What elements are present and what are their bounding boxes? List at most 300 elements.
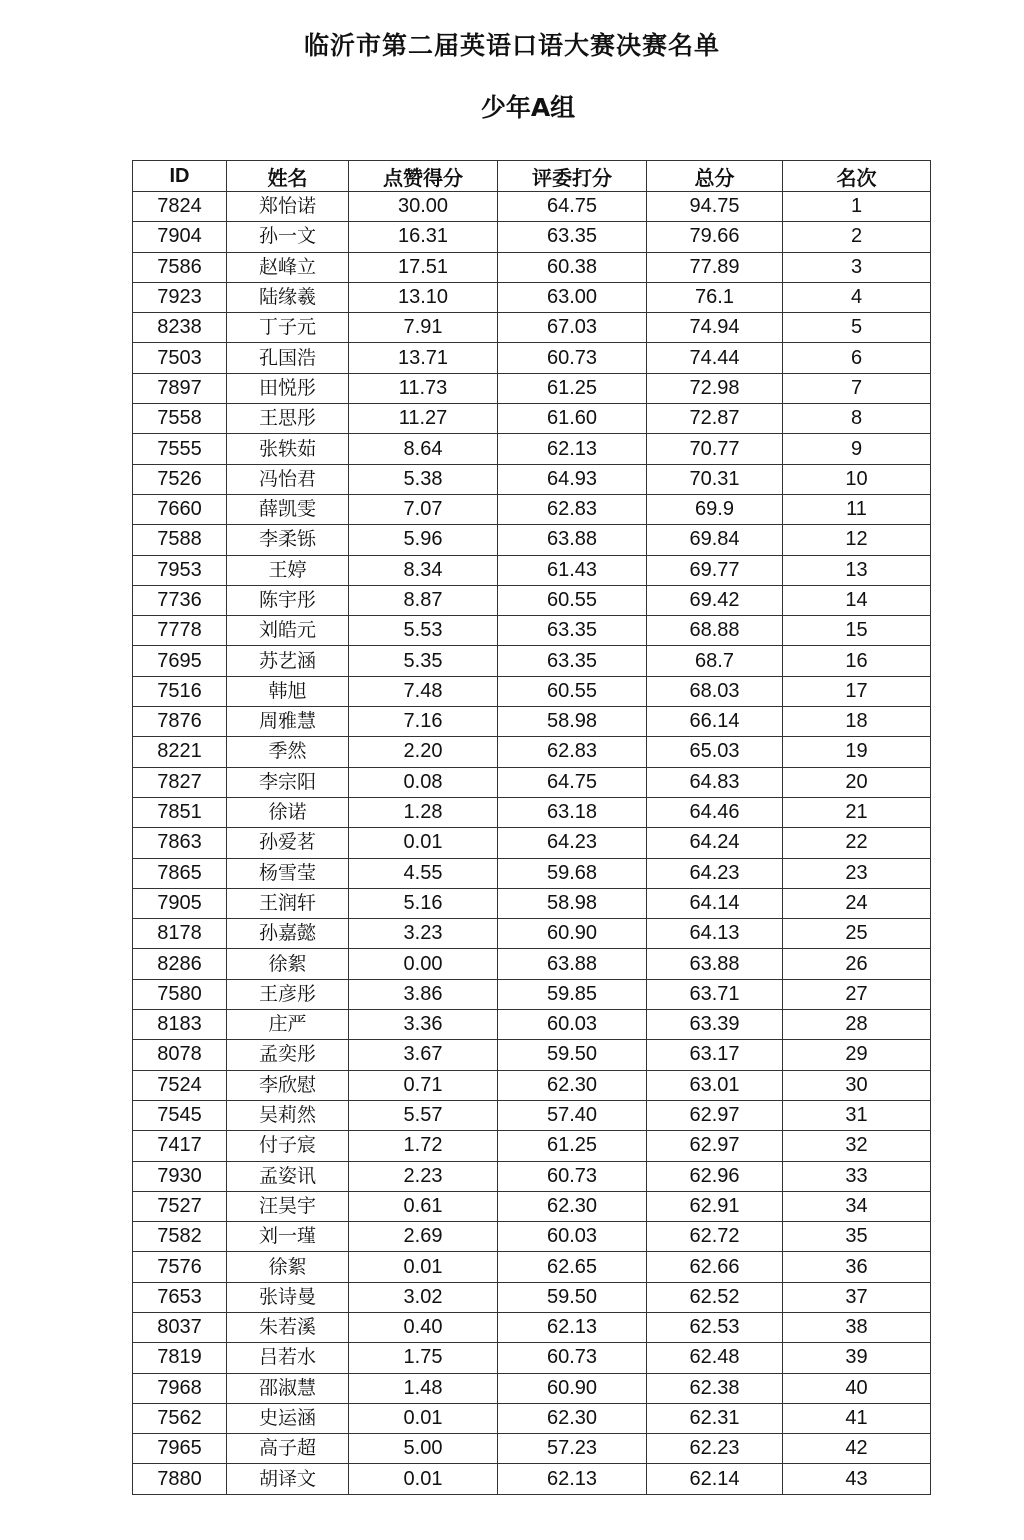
cell-id: 8238 [133,313,227,343]
cell-total-score: 65.03 [647,737,783,767]
cell-id: 7582 [133,1222,227,1252]
cell-rank: 11 [783,494,931,524]
cell-id: 7516 [133,676,227,706]
cell-judge-score: 62.83 [498,494,647,524]
cell-judge-score: 63.00 [498,282,647,312]
table-row [133,282,931,312]
cell-total-score: 94.75 [647,192,783,222]
cell-total-score: 69.9 [647,494,783,524]
cell-judge-score: 62.65 [498,1252,647,1282]
cell-id: 7819 [133,1343,227,1373]
cell-id: 7965 [133,1434,227,1464]
cell-judge-score: 63.35 [498,646,647,676]
cell-like-score: 0.01 [349,1464,498,1494]
cell-total-score: 74.44 [647,343,783,373]
cell-rank: 38 [783,1312,931,1342]
cell-name: 朱若溪 [227,1312,349,1342]
cell-total-score: 63.39 [647,1010,783,1040]
cell-rank: 28 [783,1010,931,1040]
cell-id: 8221 [133,737,227,767]
cell-like-score: 8.64 [349,434,498,464]
cell-rank: 13 [783,555,931,585]
cell-rank: 19 [783,737,931,767]
cell-judge-score: 59.50 [498,1040,647,1070]
cell-rank: 14 [783,585,931,615]
cell-like-score: 2.20 [349,737,498,767]
cell-id: 7586 [133,252,227,282]
cell-like-score: 3.23 [349,919,498,949]
cell-judge-score: 62.30 [498,1070,647,1100]
cell-judge-score: 63.35 [498,616,647,646]
cell-total-score: 62.91 [647,1191,783,1221]
cell-id: 7851 [133,797,227,827]
cell-rank: 31 [783,1100,931,1130]
cell-rank: 5 [783,313,931,343]
cell-like-score: 5.57 [349,1100,498,1130]
cell-id: 7863 [133,828,227,858]
cell-name: 汪昊宇 [227,1191,349,1221]
cell-id: 7562 [133,1403,227,1433]
cell-name: 史运涵 [227,1403,349,1433]
cell-total-score: 62.66 [647,1252,783,1282]
cell-rank: 37 [783,1282,931,1312]
cell-total-score: 70.31 [647,464,783,494]
cell-name: 刘一瑾 [227,1222,349,1252]
cell-total-score: 64.23 [647,858,783,888]
cell-total-score: 62.23 [647,1434,783,1464]
cell-id: 7736 [133,585,227,615]
cell-rank: 3 [783,252,931,282]
cell-id: 7824 [133,192,227,222]
table-row [133,1403,931,1433]
cell-id: 7923 [133,282,227,312]
cell-name: 徐絮 [227,1252,349,1282]
cell-like-score: 5.16 [349,888,498,918]
table-row [133,707,931,737]
cell-like-score: 1.48 [349,1373,498,1403]
cell-total-score: 68.7 [647,646,783,676]
cell-rank: 20 [783,767,931,797]
cell-like-score: 0.01 [349,1403,498,1433]
cell-rank: 42 [783,1434,931,1464]
header-id: ID [133,161,227,192]
cell-id: 8037 [133,1312,227,1342]
cell-id: 7555 [133,434,227,464]
cell-like-score: 0.40 [349,1312,498,1342]
cell-rank: 23 [783,858,931,888]
cell-name: 吕若水 [227,1343,349,1373]
header-total-score: 总分 [647,161,783,192]
cell-total-score: 69.42 [647,585,783,615]
cell-judge-score: 61.60 [498,404,647,434]
cell-like-score: 8.34 [349,555,498,585]
cell-judge-score: 60.03 [498,1010,647,1040]
cell-judge-score: 61.25 [498,373,647,403]
cell-id: 7558 [133,404,227,434]
cell-id: 7904 [133,222,227,252]
table-row [133,1312,931,1342]
cell-rank: 39 [783,1343,931,1373]
cell-name: 付子宸 [227,1131,349,1161]
cell-name: 张诗曼 [227,1282,349,1312]
cell-rank: 9 [783,434,931,464]
cell-id: 8178 [133,919,227,949]
cell-total-score: 63.17 [647,1040,783,1070]
cell-rank: 16 [783,646,931,676]
table-row [133,1373,931,1403]
cell-total-score: 63.88 [647,949,783,979]
cell-judge-score: 64.75 [498,767,647,797]
cell-name: 李柔铄 [227,525,349,555]
cell-like-score: 0.01 [349,828,498,858]
document-title: 临沂市第二届英语口语大赛决赛名单 [303,31,720,60]
cell-judge-score: 57.23 [498,1434,647,1464]
cell-total-score: 79.66 [647,222,783,252]
cell-total-score: 62.97 [647,1131,783,1161]
table-row [133,222,931,252]
cell-name: 韩旭 [227,676,349,706]
table-row [133,737,931,767]
cell-judge-score: 60.03 [498,1222,647,1252]
cell-name: 王彦彤 [227,979,349,1009]
table-row [133,1010,931,1040]
cell-judge-score: 60.90 [498,919,647,949]
cell-judge-score: 58.98 [498,888,647,918]
cell-judge-score: 60.55 [498,585,647,615]
cell-id: 7417 [133,1131,227,1161]
cell-total-score: 64.14 [647,888,783,918]
table-row [133,616,931,646]
cell-name: 孟姿讯 [227,1161,349,1191]
table-row [133,858,931,888]
table-row [133,1131,931,1161]
cell-name: 丁子元 [227,313,349,343]
table-row [133,252,931,282]
cell-judge-score: 63.35 [498,222,647,252]
table-row [133,767,931,797]
cell-judge-score: 60.73 [498,343,647,373]
cell-name: 周雅慧 [227,707,349,737]
cell-name: 冯怡君 [227,464,349,494]
cell-name: 李欣慰 [227,1070,349,1100]
cell-like-score: 30.00 [349,192,498,222]
cell-id: 7660 [133,494,227,524]
cell-name: 王婷 [227,555,349,585]
cell-like-score: 2.23 [349,1161,498,1191]
cell-total-score: 63.01 [647,1070,783,1100]
cell-total-score: 62.48 [647,1343,783,1373]
cell-like-score: 1.72 [349,1131,498,1161]
table-row [133,676,931,706]
cell-id: 7526 [133,464,227,494]
cell-judge-score: 62.13 [498,1312,647,1342]
cell-name: 孙嘉懿 [227,919,349,949]
cell-like-score: 7.16 [349,707,498,737]
cell-judge-score: 60.55 [498,676,647,706]
cell-total-score: 62.14 [647,1464,783,1494]
cell-total-score: 64.24 [647,828,783,858]
table-row [133,919,931,949]
cell-like-score: 7.91 [349,313,498,343]
cell-judge-score: 61.43 [498,555,647,585]
cell-like-score: 0.71 [349,1070,498,1100]
cell-id: 7545 [133,1100,227,1130]
cell-judge-score: 58.98 [498,707,647,737]
cell-rank: 34 [783,1191,931,1221]
cell-judge-score: 64.23 [498,828,647,858]
cell-name: 田悦彤 [227,373,349,403]
cell-judge-score: 62.13 [498,1464,647,1494]
table-row [133,1252,931,1282]
cell-total-score: 62.31 [647,1403,783,1433]
cell-rank: 24 [783,888,931,918]
cell-name: 徐絮 [227,949,349,979]
cell-judge-score: 63.18 [498,797,647,827]
table-row [133,313,931,343]
table-row [133,979,931,1009]
cell-total-score: 69.84 [647,525,783,555]
cell-rank: 6 [783,343,931,373]
cell-total-score: 62.53 [647,1312,783,1342]
cell-rank: 26 [783,949,931,979]
cell-name: 陈宇彤 [227,585,349,615]
cell-name: 陆缘羲 [227,282,349,312]
cell-rank: 32 [783,1131,931,1161]
table-body [133,192,931,1495]
cell-total-score: 62.97 [647,1100,783,1130]
table-row [133,494,931,524]
cell-like-score: 0.08 [349,767,498,797]
cell-id: 7588 [133,525,227,555]
cell-id: 7905 [133,888,227,918]
cell-judge-score: 62.30 [498,1191,647,1221]
cell-like-score: 2.69 [349,1222,498,1252]
table-row [133,797,931,827]
table-row [133,1070,931,1100]
cell-id: 7524 [133,1070,227,1100]
cell-name: 郑怡诺 [227,192,349,222]
cell-judge-score: 64.75 [498,192,647,222]
cell-judge-score: 60.90 [498,1373,647,1403]
table-row [133,1100,931,1130]
cell-judge-score: 57.40 [498,1100,647,1130]
cell-total-score: 74.94 [647,313,783,343]
cell-like-score: 4.55 [349,858,498,888]
cell-id: 7695 [133,646,227,676]
cell-name: 张轶茹 [227,434,349,464]
cell-id: 7880 [133,1464,227,1494]
cell-id: 8078 [133,1040,227,1070]
cell-name: 孔国浩 [227,343,349,373]
cell-total-score: 62.96 [647,1161,783,1191]
cell-judge-score: 64.93 [498,464,647,494]
cell-total-score: 68.03 [647,676,783,706]
cell-rank: 29 [783,1040,931,1070]
cell-rank: 43 [783,1464,931,1494]
cell-name: 孙爱茗 [227,828,349,858]
cell-like-score: 5.53 [349,616,498,646]
cell-name: 孙一文 [227,222,349,252]
cell-name: 苏艺涵 [227,646,349,676]
table-row [133,1040,931,1070]
cell-id: 7576 [133,1252,227,1282]
table-row [133,525,931,555]
cell-like-score: 3.67 [349,1040,498,1070]
cell-rank: 15 [783,616,931,646]
cell-like-score: 11.27 [349,404,498,434]
table-row [133,888,931,918]
table-row [133,343,931,373]
header-name: 姓名 [227,161,349,192]
cell-rank: 36 [783,1252,931,1282]
document-subtitle: 少年A组 [480,93,576,122]
cell-rank: 40 [783,1373,931,1403]
cell-judge-score: 62.13 [498,434,647,464]
cell-rank: 30 [783,1070,931,1100]
cell-id: 8183 [133,1010,227,1040]
cell-like-score: 5.00 [349,1434,498,1464]
cell-total-score: 64.46 [647,797,783,827]
cell-total-score: 72.87 [647,404,783,434]
cell-rank: 18 [783,707,931,737]
table-row [133,828,931,858]
cell-id: 7876 [133,707,227,737]
cell-total-score: 62.52 [647,1282,783,1312]
cell-judge-score: 59.85 [498,979,647,1009]
cell-rank: 27 [783,979,931,1009]
cell-total-score: 62.38 [647,1373,783,1403]
cell-like-score: 0.61 [349,1191,498,1221]
cell-name: 吴莉然 [227,1100,349,1130]
cell-judge-score: 63.88 [498,525,647,555]
cell-name: 王润轩 [227,888,349,918]
table-row [133,192,931,222]
cell-like-score: 1.28 [349,797,498,827]
cell-like-score: 0.00 [349,949,498,979]
cell-rank: 2 [783,222,931,252]
cell-like-score: 7.07 [349,494,498,524]
cell-judge-score: 59.68 [498,858,647,888]
cell-like-score: 8.87 [349,585,498,615]
cell-id: 7930 [133,1161,227,1191]
cell-like-score: 0.01 [349,1252,498,1282]
cell-name: 赵峰立 [227,252,349,282]
cell-judge-score: 67.03 [498,313,647,343]
table-row [133,434,931,464]
cell-name: 徐诺 [227,797,349,827]
table-row [133,585,931,615]
cell-total-score: 76.1 [647,282,783,312]
cell-id: 7580 [133,979,227,1009]
cell-id: 7897 [133,373,227,403]
cell-id: 7653 [133,1282,227,1312]
cell-judge-score: 63.88 [498,949,647,979]
table-row [133,464,931,494]
cell-rank: 8 [783,404,931,434]
cell-total-score: 64.13 [647,919,783,949]
cell-id: 7953 [133,555,227,585]
table-row [133,1282,931,1312]
cell-id: 7527 [133,1191,227,1221]
cell-name: 薛凯雯 [227,494,349,524]
cell-total-score: 62.72 [647,1222,783,1252]
cell-like-score: 5.35 [349,646,498,676]
cell-judge-score: 60.38 [498,252,647,282]
cell-rank: 33 [783,1161,931,1191]
table-row [133,1434,931,1464]
cell-like-score: 3.86 [349,979,498,1009]
table-header-row [133,161,931,192]
cell-rank: 4 [783,282,931,312]
table-row [133,373,931,403]
cell-total-score: 70.77 [647,434,783,464]
table-row [133,555,931,585]
table-row [133,1464,931,1494]
cell-total-score: 64.83 [647,767,783,797]
cell-rank: 12 [783,525,931,555]
cell-name: 邵淑慧 [227,1373,349,1403]
cell-like-score: 13.71 [349,343,498,373]
cell-name: 王思彤 [227,404,349,434]
cell-name: 李宗阳 [227,767,349,797]
cell-total-score: 68.88 [647,616,783,646]
cell-like-score: 1.75 [349,1343,498,1373]
table-row [133,949,931,979]
cell-id: 7503 [133,343,227,373]
cell-name: 季然 [227,737,349,767]
cell-rank: 21 [783,797,931,827]
cell-like-score: 7.48 [349,676,498,706]
header-judge-score: 评委打分 [498,161,647,192]
results-table [132,160,931,1495]
cell-rank: 10 [783,464,931,494]
cell-rank: 35 [783,1222,931,1252]
cell-like-score: 17.51 [349,252,498,282]
cell-name: 庄严 [227,1010,349,1040]
cell-name: 胡译文 [227,1464,349,1494]
table-row [133,1191,931,1221]
cell-like-score: 3.36 [349,1010,498,1040]
cell-total-score: 72.98 [647,373,783,403]
cell-rank: 22 [783,828,931,858]
cell-total-score: 77.89 [647,252,783,282]
cell-like-score: 16.31 [349,222,498,252]
cell-id: 7778 [133,616,227,646]
cell-judge-score: 60.73 [498,1161,647,1191]
table-row [133,1343,931,1373]
cell-judge-score: 61.25 [498,1131,647,1161]
table-row [133,1161,931,1191]
cell-total-score: 63.71 [647,979,783,1009]
cell-rank: 1 [783,192,931,222]
table-row [133,646,931,676]
cell-id: 8286 [133,949,227,979]
cell-like-score: 11.73 [349,373,498,403]
cell-judge-score: 60.73 [498,1343,647,1373]
header-like-score: 点赞得分 [349,161,498,192]
cell-judge-score: 59.50 [498,1282,647,1312]
cell-like-score: 3.02 [349,1282,498,1312]
cell-name: 刘皓元 [227,616,349,646]
cell-id: 7827 [133,767,227,797]
cell-rank: 7 [783,373,931,403]
cell-like-score: 5.96 [349,525,498,555]
cell-like-score: 13.10 [349,282,498,312]
cell-total-score: 69.77 [647,555,783,585]
cell-rank: 17 [783,676,931,706]
cell-name: 孟奕彤 [227,1040,349,1070]
cell-judge-score: 62.30 [498,1403,647,1433]
